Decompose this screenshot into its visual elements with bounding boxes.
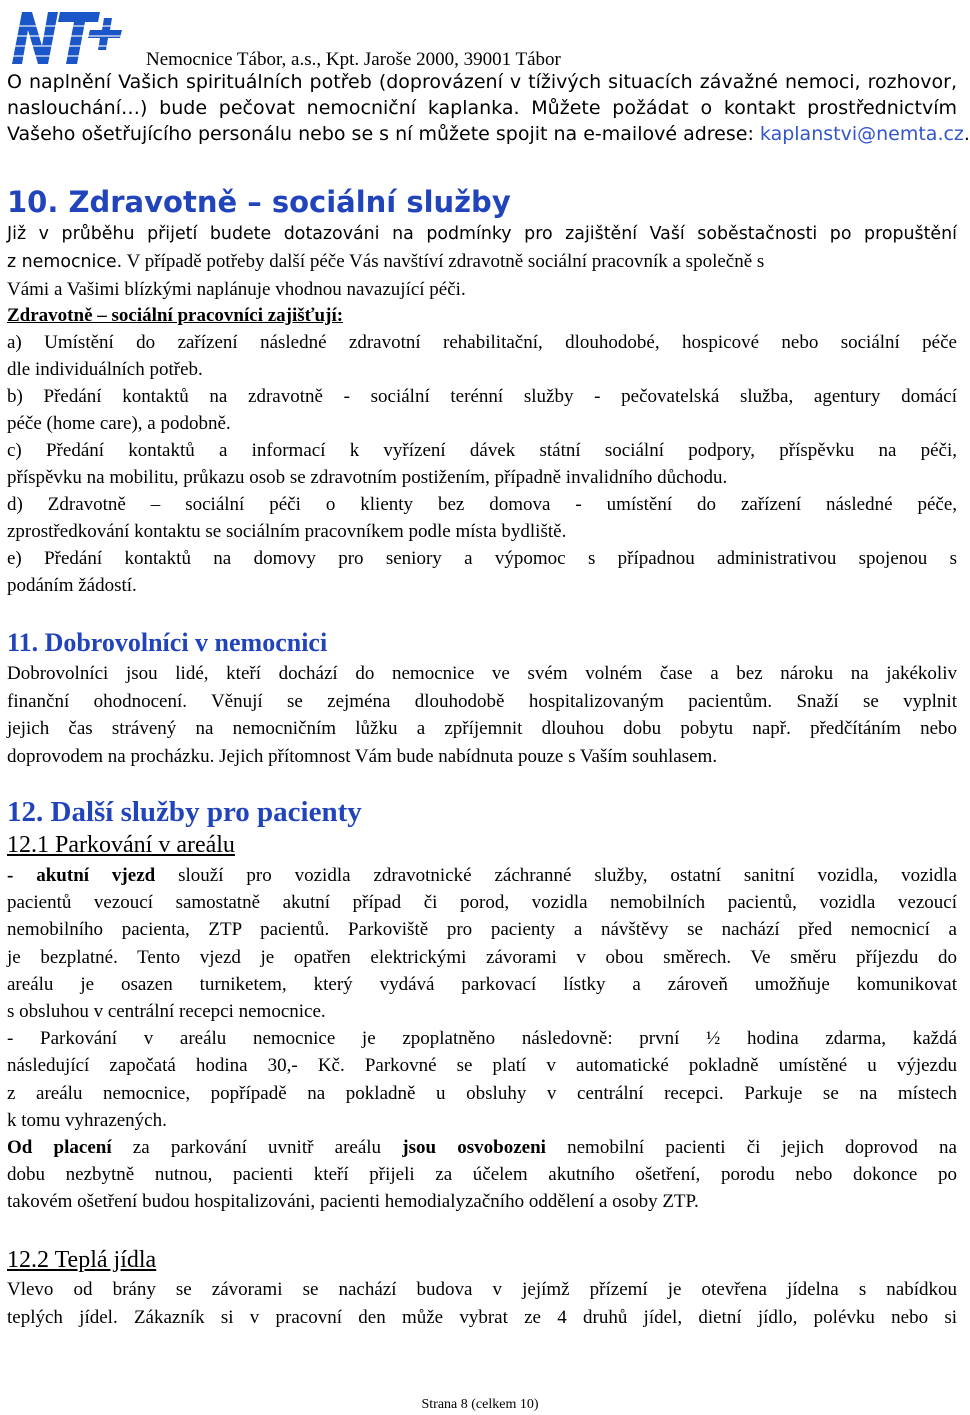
list-item-continuation: zprostředkování kontaktu se sociálním pracovníkem podle místa bydliště. [7,521,567,542]
list-item-continuation: podáním žádostí. [7,575,137,596]
text-line: Dobrovolníci jsou lidé, kteří dochází do nemocnice ve svém volném čase a bez nároku na jakékoliv [7,663,957,684]
text-line: jejich čas strávený na nemocničním lůžku a zpříjemnit dlouhou dobu pobytu např. předčítáním nebo [7,718,957,739]
section-10-heading: 10. Zdravotně – sociální služby [7,185,511,219]
section-12-2-heading: 12.2 Teplá jídla [7,1247,157,1273]
text-line: finanční ohodnocení. Věnují se zejména dlouhodobě hospitalizovaným pacientům. Snaží se vyplnit [7,690,957,712]
section-11-paragraph [7,660,957,770]
text-line-part: . [963,123,970,145]
social-workers-list [7,302,957,599]
section-10-paragraph [7,221,957,303]
text-line: takovém ošetření budou hospitalizováni, pacienti hemodialyzačního oddělení a osoby ZTP. [7,1191,699,1213]
hot-meals-paragraph [7,1276,957,1331]
list-item: a) Umístění do zařízení následné zdravotní rehabilitační, dlouhodobé, hospicové nebo sociální péče [7,332,957,353]
text-line: nemobilního pacienta, ZTP pacientů. Parkoviště pro pacienty a návštěvy se nachází před nemocnicí a [7,919,957,941]
text-line: Vlevo od brány se závorami se nachází budova v jejímž přízemí je otevřena jídelna s nabídkou [7,1279,957,1300]
hospital-address: Nemocnice Tábor, a.s., Kpt. Jaroše 2000, 39001 Tábor [146,49,561,70]
list-item: c) Předání kontaktů a informací k vyřízení dávek státní sociální podpory, příspěvku na péči, [7,440,957,461]
text-line-part: za parkování uvnitř areálu [111,1137,403,1159]
hospital-logo [8,6,126,68]
text-line: dobu nezbytně nutnou, pacienti kteří přijeli za účelem akutního ošetření, porodu nebo dokonce po [7,1164,957,1186]
text-line [7,248,957,276]
text-line-part: - akutní vjezd [7,865,156,886]
text-line-part: V případě potřeby další péče Vás navštíví zdravotně sociální pracovník a společně s [122,251,765,272]
text-line: - Parkování v areálu nemocnice je zpoplatněno následovně: první ½ hodina zdarma, každá [7,1028,957,1050]
text-line-part: slouží pro vozidla zdravotnické záchranné služby, ostatní sanitní vozidla, vozidla [155,865,957,886]
text-line-part: jsou osvobozeni [402,1137,546,1159]
spiritual-care-paragraph [7,69,970,147]
text-line: s obsluhou v centrální recepci nemocnice. [7,1001,326,1023]
section-12-heading: 12. Další služby pro pacienty [7,796,362,828]
text-line-part: Vašeho ošetřujícího personálu nebo se s ní můžete spojit na e-mailové adrese: [7,123,760,145]
text-line: teplých jídel. Zákazník si v pracovní den může vybrat ze 4 druhů jídel, dietní jídlo, polévku nebo si [7,1306,957,1328]
text-line: Již v průběhu přijetí budete dotazováni na podmínky pro zajištění Vaší soběstačnosti po propuštění [7,224,957,244]
social-workers-title: Zdravotně – sociální pracovníci zajišťují: [7,305,344,326]
text-line: O naplnění Vašich spirituálních potřeb (doprovázení v tíživých situacích závažné nemoci, rozhovor, [7,71,957,93]
section-11-heading: 11. Dobrovolníci v nemocnici [7,628,328,657]
text-line: k tomu vyhrazených. [7,1109,167,1131]
text-line: doprovodem na procházku. Jejich přítomnost Vám bude nabídnuta pouze s Vaším souhlasem. [7,745,718,767]
page-number: Strana 8 (celkem 10) [421,1397,539,1412]
parking-paragraph [7,862,957,1216]
text-line: je bezplatné. Tento vjezd je opatřen elektrickými závorami v obou směrech. Ve směru příjezdu do [7,946,957,968]
list-item-continuation: dle individuálních potřeb. [7,359,203,380]
section-12-1-heading: 12.1 Parkování v areálu [7,832,235,858]
text-line: areálu je osazen turniketem, který vydává parkovací lístky a zároveň umožňuje komunikovat [7,973,957,995]
list-item: b) Předání kontaktů na zdravotně - sociální terénní služby - pečovatelská služba, agentury domácí [7,386,957,407]
list-item-continuation: příspěvku na mobilitu, průkazu osob se zdravotním postižením, případně invalidního důchodu. [7,467,728,488]
text-line [7,121,970,147]
text-line [7,1134,957,1161]
text-line [7,862,957,889]
list-item-continuation: péče (home care), a podobně. [7,413,231,434]
list-item: d) Zdravotně – sociální péči o klienty bez domova - umístění do zařízení následné péče, [7,494,957,515]
text-line-part: nemobilní pacienti či jejich doprovod na [545,1137,957,1159]
text-line-part: z nemocnice. [7,252,123,272]
text-line: Vámi a Vašimi blízkými naplánuje vhodnou navazující péči. [7,279,466,300]
text-line: z areálu nemocnice, popřípadě na pokladně u obsluhy v centrální recepci. Parkuje se na místech [7,1082,957,1104]
chaplaincy-email-link[interactable]: kaplanstvi@nemta.cz [759,123,964,145]
text-line: naslouchání…) bude pečovat nemocniční kaplanka. Můžete požádat o kontakt prostřednictvím [7,97,957,119]
text-line-part: Od placení [7,1137,112,1159]
list-item: e) Předání kontaktů na domovy pro seniory a výpomoc s případnou administrativou spojenou s [7,548,957,569]
text-line: pacientů vezoucí samostatně akutní případ či porod, vozidla nemobilních pacientů, vozidla vezoucí [7,892,957,914]
text-line: následující započatá hodina 30,- Kč. Parkovné se platí v automatické pokladně umístěné u výjezdu [7,1055,957,1077]
